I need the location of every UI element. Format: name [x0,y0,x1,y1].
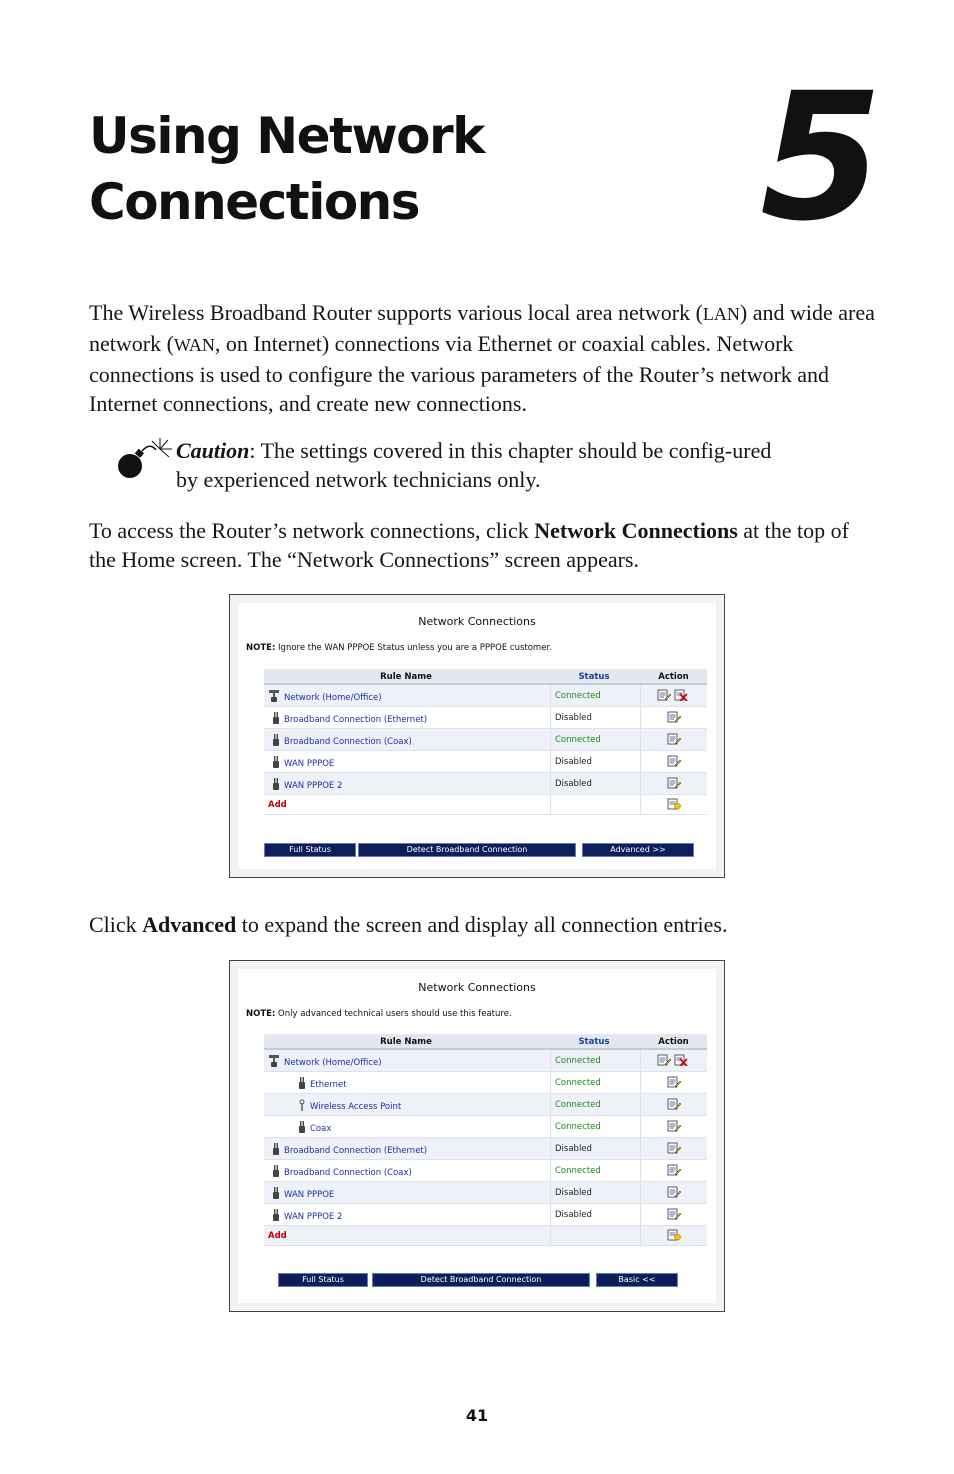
edit-icon[interactable] [667,1120,681,1132]
status-text: Connected [555,1056,601,1066]
screen-note: NOTE: Ignore the WAN PPPOE Status unless you are a PPPOE customer. [246,643,552,653]
advanced-paragraph: Click Advanced to expand the screen and display all connection entries. [89,912,728,937]
edit-icon[interactable] [667,1208,681,1220]
table-row [264,1160,707,1182]
edit-icon[interactable] [667,1186,681,1198]
status-text: Connected [555,1122,601,1132]
edit-icon[interactable] [667,777,681,789]
header-status: Status [578,672,610,682]
screen-title: Network Connections [418,981,536,994]
header-rule-name: Rule Name [380,672,432,682]
advanced-term: Advanced [142,912,237,937]
edit-icon[interactable] [667,733,681,745]
edit-icon[interactable] [657,689,671,701]
screen-title: Network Connections [418,615,536,628]
plug-icon [296,1120,308,1134]
edit-icon[interactable] [667,711,681,723]
rule-link[interactable]: Coax [310,1124,332,1134]
table-row [264,1094,707,1116]
plug-icon [270,755,282,769]
chapter-title [89,103,649,235]
rule-link[interactable]: WAN PPPOE [284,759,335,769]
status-text: Connected [555,1100,601,1110]
plug-icon [270,1186,282,1200]
edit-icon[interactable] [667,1142,681,1154]
table-row [264,729,707,751]
status-text: Connected [555,735,601,745]
rule-link[interactable]: Network (Home/Office) [284,1058,382,1068]
status-text: Connected [555,1166,601,1176]
plug-icon [270,733,282,747]
table-header [264,669,707,685]
header-action: Action [658,1037,689,1047]
add-link[interactable]: Add [268,1231,287,1241]
status-text: Disabled [555,757,592,767]
chapter-title-line-2: Connections [89,173,420,231]
status-text: Disabled [555,779,592,789]
edit-icon[interactable] [667,755,681,767]
table-row [264,707,707,729]
rule-link[interactable]: Broadband Connection (Ethernet) [284,1146,428,1156]
rule-link[interactable]: WAN PPPOE 2 [284,781,343,791]
page-number: 41 [465,1406,489,1425]
caution-label: Caution [176,438,250,463]
status-text: Connected [555,691,601,701]
rule-link[interactable]: Network (Home/Office) [284,693,382,703]
connections-table [264,1034,707,1246]
edit-icon[interactable] [667,1076,681,1088]
status-text: Disabled [555,1188,592,1198]
edit-icon[interactable] [667,1098,681,1110]
table-row [264,1072,707,1094]
rule-link[interactable]: Broadband Connection (Ethernet) [284,715,428,725]
screen-note: NOTE: Only advanced technical users should use this feature. [246,1009,512,1019]
caution-text: Caution: The settings covered in this chapter should be config-ured by experienced network technicians only. [176,438,772,492]
access-paragraph: To access the Router’s network connections, click Network Connections at the top of the Home screen. The “Network Connections” screen appears. [89,518,849,572]
bomb-icon [116,436,176,482]
network-connections-term: Network Connections [534,518,738,543]
plug-icon [270,711,282,725]
caution-note [116,436,796,506]
chapter-title-line-1: Using Network [89,107,484,165]
table-row [264,1050,707,1072]
rule-link[interactable]: Broadband Connection (Coax) [284,1168,412,1178]
table-row [264,1116,707,1138]
table-row [264,751,707,773]
header-status: Status [578,1037,610,1047]
status-text: Disabled [555,1210,592,1220]
advanced-button[interactable]: Advanced >> [582,843,694,857]
delete-icon[interactable] [674,1054,688,1066]
intro-paragraph: The Wireless Broadband Router supports various local area network (LAN) and wide area network (WAN, on Internet) connections via Ethernet or coaxial cables. Network connections is used to configure the various parameters of the Router’s network and Internet connections, and create new connections. [89,300,875,416]
table-row [264,1138,707,1160]
network-icon [268,1054,280,1068]
detect-broadband-button[interactable]: Detect Broadband Connection [358,843,576,857]
network-icon [268,689,280,703]
rule-link[interactable]: Broadband Connection (Coax) [284,737,412,747]
network-connections-screenshot-basic [229,594,725,878]
add-icon[interactable] [667,798,681,810]
table-row [264,685,707,707]
chapter-number: 5 [760,55,883,260]
full-status-button[interactable]: Full Status [278,1273,368,1287]
plug-icon [270,1208,282,1222]
connections-table [264,669,707,815]
table-header [264,1034,707,1050]
header-action: Action [658,672,689,682]
table-row-add [264,1226,707,1246]
add-link[interactable]: Add [268,800,287,810]
rule-link[interactable]: Ethernet [310,1080,347,1090]
plug-icon [270,1164,282,1178]
full-status-button[interactable]: Full Status [264,843,356,857]
basic-button[interactable]: Basic << [596,1273,678,1287]
rule-link[interactable]: WAN PPPOE [284,1190,335,1200]
plug-icon [270,1142,282,1156]
wireless-icon [296,1098,308,1112]
status-text: Disabled [555,713,592,723]
status-text: Disabled [555,1144,592,1154]
plug-icon [296,1076,308,1090]
plug-icon [270,777,282,791]
detect-broadband-button[interactable]: Detect Broadband Connection [372,1273,590,1287]
rule-link[interactable]: WAN PPPOE 2 [284,1212,343,1222]
status-text: Connected [555,1078,601,1088]
rule-link[interactable]: Wireless Access Point [310,1102,402,1112]
table-row [264,1182,707,1204]
delete-icon[interactable] [674,689,688,701]
network-connections-screenshot-advanced [229,960,725,1312]
table-row-add [264,795,707,815]
add-icon[interactable] [667,1229,681,1241]
table-row [264,1204,707,1226]
edit-icon[interactable] [667,1164,681,1176]
edit-icon[interactable] [657,1054,671,1066]
table-row [264,773,707,795]
header-rule-name: Rule Name [380,1037,432,1047]
